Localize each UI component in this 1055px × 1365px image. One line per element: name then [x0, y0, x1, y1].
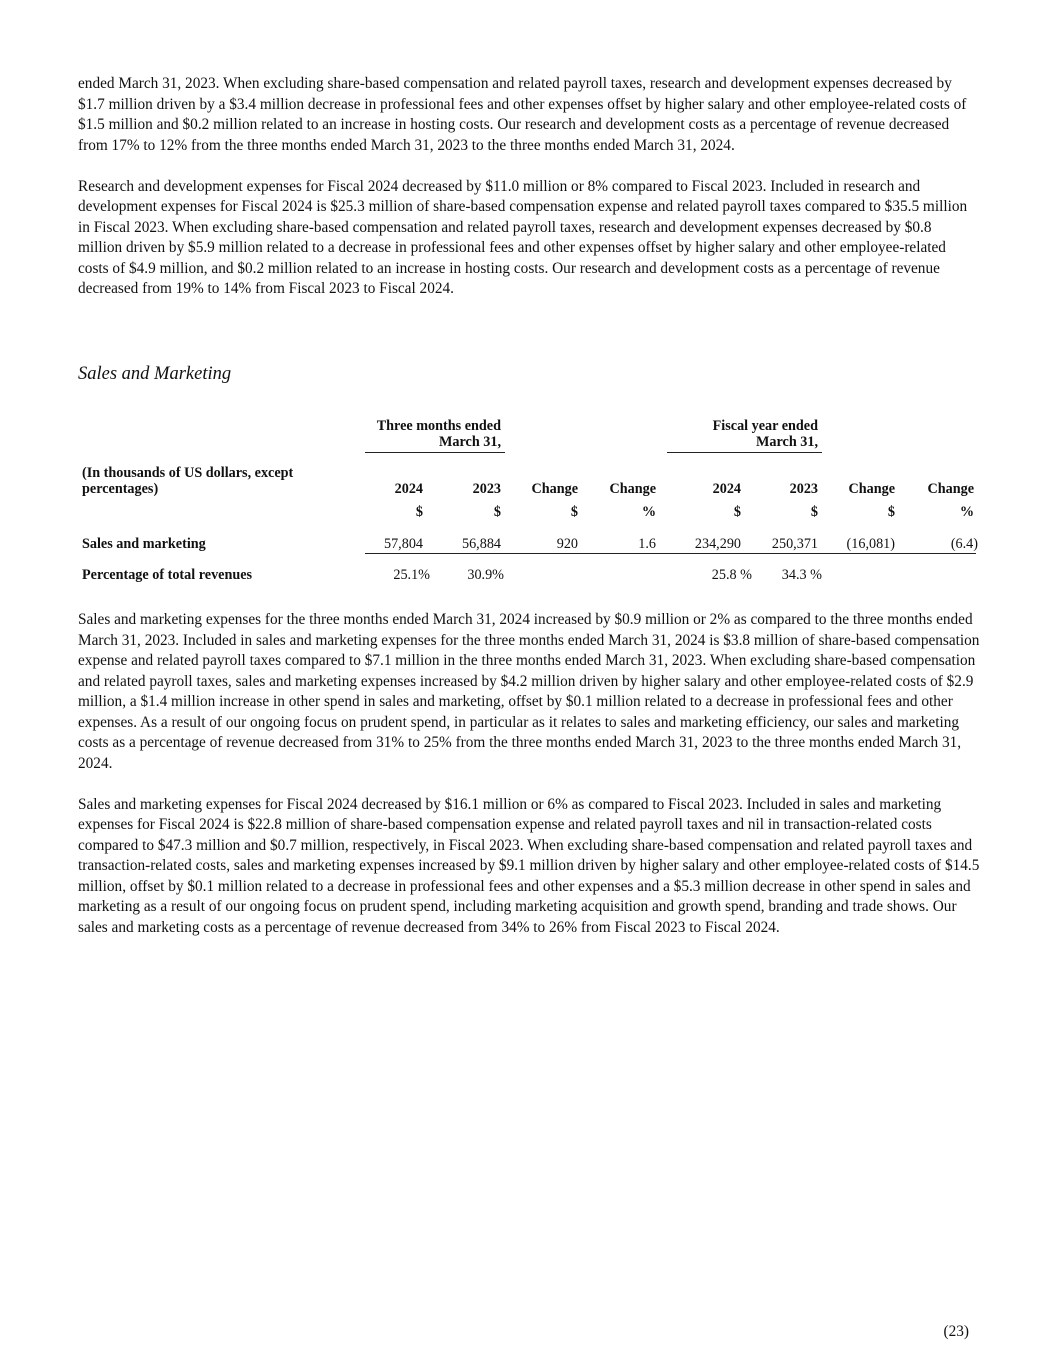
- table-cell: 34.3 %: [781, 567, 822, 583]
- intro-section: [78, 74, 978, 320]
- table-cell: (6.4): [950, 536, 978, 552]
- group-header-rule: [365, 452, 505, 453]
- page-number: (23): [943, 1323, 969, 1340]
- group-header-three-months-1: Three months ended: [376, 418, 501, 434]
- column-header: Change: [531, 481, 578, 497]
- column-header: 2023: [472, 481, 501, 497]
- table-cell: (16,081): [846, 536, 895, 552]
- column-header: Change: [609, 481, 656, 497]
- column-unit: %: [641, 504, 656, 520]
- body-section: [78, 610, 983, 959]
- column-unit: $: [733, 504, 741, 520]
- row-label-header-1: (In thousands of US dollars, except: [82, 465, 294, 481]
- table-cell: 234,290: [694, 536, 741, 552]
- column-header: Change: [848, 481, 895, 497]
- table-cell: 25.1%: [393, 567, 430, 583]
- table-cell: 57,804: [383, 536, 423, 552]
- column-unit: $: [415, 504, 423, 520]
- paragraph-rd-quarter: ended March 31, 2023. When excluding share-based compensation and related payroll taxes, research and development expenses decreased by $1.7 million driven by a $3.4 million decrease in professional fees and other expenses offset by higher salary and other employee-related costs of $1.5 million and $0.2 million related to an increase in hosting costs. Our research and development costs as a percentage of revenue decreased from 17% to 12% from the three months ended March 31, 2023 to the three months ended March 31, 2024.: [78, 75, 967, 154]
- row-label-header-2: percentages): [82, 481, 159, 497]
- column-header: Change: [927, 481, 974, 497]
- column-unit: %: [959, 504, 974, 520]
- row-label: Percentage of total revenues: [82, 567, 253, 583]
- paragraph-sm-fiscal: Sales and marketing expenses for Fiscal 2024 decreased by $16.1 million or 6% as compared to Fiscal 2023. Included in sales and marketing expenses for Fiscal 2024 is $22.8 million of share-based compensation expense and related payroll taxes and nil in transaction-related costs compared to $47.3 million and $0.7 million, respectively, in Fiscal 2023. When excluding share-based compensation and related payroll taxes and transaction-related costs, sales and marketing expenses increased by $9.1 million driven by higher salary and other employee-related costs of $14.5 million, offset by $0.1 million related to a decrease in professional fees and other expenses and a $5.3 million decrease in other spend in sales and marketing as a result of our ongoing focus on prudent spend, including marketing acquisition and growth spend, branding and trade shows. Our sales and marketing costs as a percentage of revenue decreased from 34% to 26% from Fiscal 2023 to Fiscal 2024.: [78, 795, 980, 936]
- column-unit: $: [493, 504, 501, 520]
- sales-marketing-table: [78, 410, 978, 590]
- row-label: Sales and marketing: [82, 536, 206, 552]
- paragraph-sm-quarter: Sales and marketing expenses for the three months ended March 31, 2024 increased by $0.9 million or 2% as compared to the three months ended March 31, 2023. Included in sales and marketing expenses for the three months ended March 31, 2024 is $3.8 million of share-based compensation expense and related payroll taxes compared to $7.1 million in the three months ended March 31, 2023. When excluding share-based compensation and related payroll taxes, sales and marketing expenses increased by $4.2 million driven by higher salary and other employee-related costs of $2.9 million, a $1.4 million increase in other spend in sales and marketing, offset by $0.1 million related to a decrease in professional fees and other expenses. As a result of our ongoing focus on prudent spend, in particular as it relates to sales and marketing efficiency, our sales and marketing costs as a percentage of revenue decreased from 31% to 25% from the three months ended March 31, 2023 to the three months ended March 31, 2024.: [78, 611, 980, 772]
- table-cell: 25.8 %: [711, 567, 752, 583]
- row-rule: [365, 553, 976, 554]
- group-header-fiscal-1: Fiscal year ended: [712, 418, 818, 434]
- table-cell: 250,371: [771, 536, 818, 552]
- table-cell: 920: [556, 536, 578, 552]
- table-cell: 1.6: [638, 536, 656, 552]
- column-unit: $: [887, 504, 895, 520]
- column-unit: $: [810, 504, 818, 520]
- table-cell: 30.9%: [467, 567, 504, 583]
- group-header-fiscal-2: March 31,: [756, 434, 818, 450]
- group-header-three-months-2: March 31,: [439, 434, 501, 450]
- column-header: 2024: [394, 481, 423, 497]
- group-header-rule: [667, 452, 822, 453]
- column-unit: $: [570, 504, 578, 520]
- table-cell: 56,884: [461, 536, 501, 552]
- section-title: Sales and Marketing: [78, 364, 232, 384]
- column-header: 2024: [712, 481, 741, 497]
- column-header: 2023: [789, 481, 818, 497]
- paragraph-rd-fiscal: Research and development expenses for Fiscal 2024 decreased by $11.0 million or 8% compared to Fiscal 2023. Included in research and development expenses for Fiscal 2024 is $25.3 million of share-based compensation expense and related payroll taxes compared to $35.5 million in Fiscal 2023. When excluding share-based compensation and related payroll taxes, research and development expenses decreased by $0.8 million driven by $5.9 million related to a decrease in professional fees and other expenses offset by higher salary and other employee-related costs of $4.9 million, and $0.2 million related to an increase in hosting costs. Our research and development costs as a percentage of revenue decreased from 19% to 14% from Fiscal 2023 to Fiscal 2024.: [78, 177, 968, 297]
